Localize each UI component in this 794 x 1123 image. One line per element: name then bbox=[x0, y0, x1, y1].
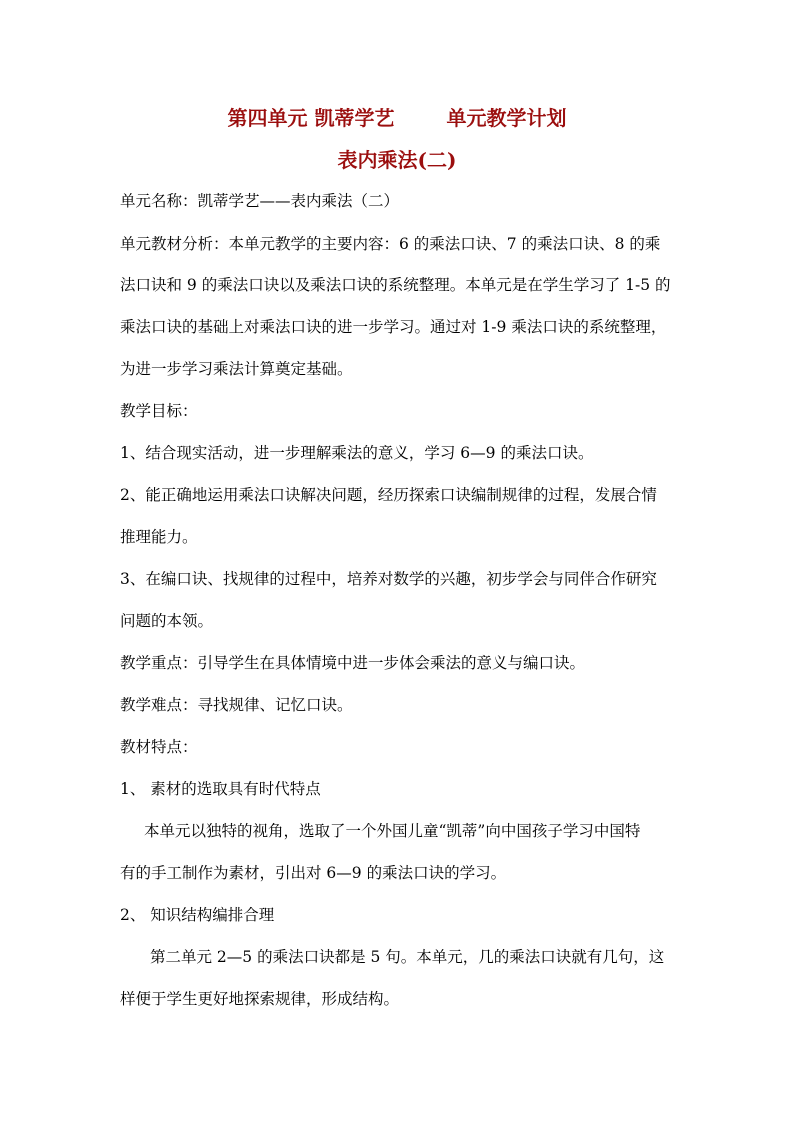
feature-1-text-line-1: 本单元以独特的视角，选取了一个外国儿童“凯蒂”向中国孩子学习中国特 bbox=[144, 822, 641, 840]
analysis-line-2: 法口诀和 9 的乘法口诀以及乘法口诀的系统整理。本单元是在学生学习了 1-5 的 bbox=[120, 276, 671, 294]
feature-1-text-line-2: 有的手工制作为素材，引出对 6—9 的乘法口诀的学习。 bbox=[120, 864, 507, 882]
goal-2-line-1: 2、能正确地运用乘法口诀解决问题，经历探索口诀编制规律的过程，发展合情 bbox=[120, 486, 657, 504]
title-plan: 单元教学计划 bbox=[446, 106, 567, 130]
document-title bbox=[0, 106, 794, 130]
goal-2-line-2: 推理能力。 bbox=[120, 528, 198, 546]
key-point-line: 教学重点：引导学生在具体情境中进一步体会乘法的意义与编口诀。 bbox=[120, 654, 586, 672]
analysis-line-3: 乘法口诀的基础上对乘法口诀的进一步学习。通过对 1-9 乘法口诀的系统整理， bbox=[120, 318, 667, 336]
analysis-line-4: 为进一步学习乘法计算奠定基础。 bbox=[120, 360, 353, 378]
feature-2-text-line-1: 第二单元 2—5 的乘法口诀都是 5 句。本单元，几的乘法口诀就有几句，这 bbox=[150, 948, 665, 966]
goal-1-line: 1、结合现实活动，进一步理解乘法的意义，学习 6—9 的乘法口诀。 bbox=[120, 444, 594, 462]
goal-3-line-1: 3、在编口诀、找规律的过程中，培养对数学的兴趣，初步学会与同伴合作研究 bbox=[120, 570, 657, 588]
analysis-line-1: 单元教材分析：本单元教学的主要内容：6 的乘法口诀、7 的乘法口诀、8 的乘 bbox=[120, 235, 661, 253]
difficulty-line: 教学难点：寻找规律、记忆口诀。 bbox=[120, 696, 353, 714]
goal-3-line-2: 问题的本领。 bbox=[120, 612, 214, 630]
feature-1-heading: 1、 素材的选取具有时代特点 bbox=[120, 780, 321, 798]
feature-2-text-line-2: 样便于学生更好地探索规律，形成结构。 bbox=[120, 990, 400, 1008]
features-heading: 教材特点： bbox=[120, 738, 198, 756]
unit-name-line: 单元名称：凯蒂学艺——表内乘法（二） bbox=[120, 192, 400, 210]
feature-2-heading: 2、 知识结构编排合理 bbox=[120, 906, 275, 924]
goals-heading: 教学目标： bbox=[120, 402, 198, 420]
title-unit-name: 第四单元 凯蒂学艺 bbox=[227, 106, 395, 130]
document-subtitle: 表内乘法(二) bbox=[337, 148, 457, 172]
